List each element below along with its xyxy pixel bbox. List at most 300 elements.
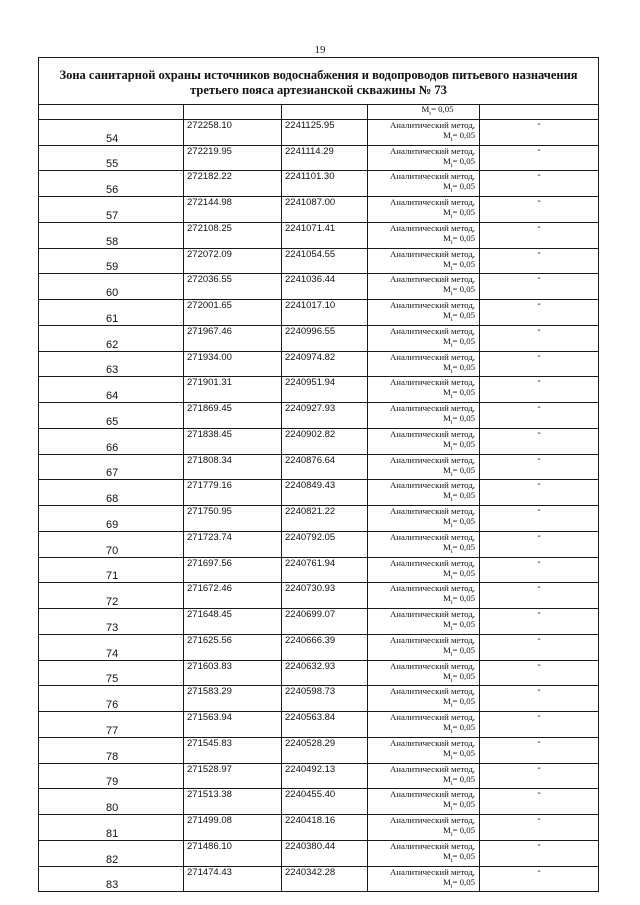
point-number: 65 (39, 403, 184, 429)
point-number: 81 (39, 815, 184, 841)
coord-x: 271723.74 (184, 531, 282, 557)
coord-y: 2240927.93 (282, 403, 368, 429)
dash-cell: - (480, 609, 599, 635)
dash-cell: - (480, 377, 599, 403)
method-value: = 0,05 (452, 387, 475, 398)
method-sub: t (450, 522, 453, 529)
method-sub: t (450, 728, 453, 735)
coordinates-table (38, 57, 599, 892)
method-m: М (442, 335, 451, 346)
table-title-line1: Зона санитарной охраны источников водоснабжения и водопроводов питьевого назначения (59, 68, 578, 82)
method-value: = 0,05 (452, 670, 475, 681)
coord-y: 2240761.94 (282, 557, 368, 583)
method-m: М (442, 619, 451, 629)
method-sub: t (450, 419, 453, 426)
table-row (39, 222, 599, 248)
table-row (39, 737, 599, 763)
coord-y: 2240632.93 (282, 660, 368, 686)
method-m: М (442, 567, 451, 578)
method-value: = 0,05 (452, 438, 475, 449)
method-m: М (442, 644, 451, 655)
coord-y: 2240974.82 (282, 351, 368, 377)
table-row (39, 325, 599, 351)
point-number: 72 (39, 583, 184, 609)
coord-y: 2241087.00 (282, 197, 368, 223)
dash-cell: - (480, 583, 599, 609)
coord-x: 271869.45 (184, 403, 282, 429)
method-value-line (368, 593, 475, 608)
point-number: 60 (39, 274, 184, 300)
method-value: = 0,05 (452, 696, 475, 707)
method-label: Аналитический метод, (389, 866, 475, 877)
point-number: 59 (39, 248, 184, 274)
method-cell (368, 222, 480, 248)
method-sub: t (450, 754, 453, 761)
method-cell (368, 171, 480, 197)
coord-x: 271648.45 (184, 609, 282, 635)
coord-x: 271901.31 (184, 377, 282, 403)
method-value-line (368, 851, 475, 866)
table-row (39, 248, 599, 274)
method-m: М (442, 825, 451, 835)
table-title-line2: третьего пояса артезианской скважины № 73 (190, 83, 447, 97)
coord-x: 271545.83 (184, 737, 282, 763)
point-number: 71 (39, 557, 184, 583)
method-sub: t (450, 625, 453, 632)
method-m: М (442, 876, 451, 887)
method-label: Аналитический метод, (389, 763, 475, 774)
method-value: = 0,05 (452, 155, 475, 166)
method-m: М (442, 310, 451, 320)
table-row (39, 300, 599, 326)
coord-y: 2240598.73 (282, 686, 368, 712)
coord-x: 271838.45 (184, 428, 282, 454)
method-label: Аналитический метод, (389, 480, 475, 491)
dash-cell: - (480, 428, 599, 454)
table-row (39, 609, 599, 635)
coord-y: 2241114.29 (282, 145, 368, 171)
method-label: Аналитический метод, (389, 506, 475, 516)
method-label: Аналитический метод, (389, 609, 475, 619)
table-row (39, 531, 599, 557)
point-number: 75 (39, 660, 184, 686)
continuation-m: М (421, 104, 430, 114)
method-sub: t (450, 239, 453, 246)
method-cell (368, 737, 480, 763)
dash-cell: - (480, 686, 599, 712)
method-m: М (442, 593, 451, 604)
dash-cell: - (480, 222, 599, 248)
method-m: М (442, 516, 451, 526)
method-cell (368, 325, 480, 351)
dash-cell: - (480, 351, 599, 377)
dash-cell: - (480, 737, 599, 763)
table-row (39, 197, 599, 223)
coord-y: 2241054.55 (282, 248, 368, 274)
coord-x: 271967.46 (184, 325, 282, 351)
method-label: Аналитический метод, (389, 325, 475, 336)
table-row (39, 119, 599, 145)
point-number: 61 (39, 300, 184, 326)
method-cell (368, 197, 480, 223)
method-cell (368, 377, 480, 403)
method-value: = 0,05 (452, 232, 475, 243)
method-sub: t (450, 265, 453, 272)
coord-y: 2241017.10 (282, 300, 368, 326)
dash-cell: - (480, 712, 599, 738)
method-cell (368, 815, 480, 841)
method-cell (368, 145, 480, 171)
coord-y: 2240792.05 (282, 531, 368, 557)
method-value-line (368, 671, 475, 686)
table-row (39, 351, 599, 377)
coord-x: 272258.10 (184, 119, 282, 145)
coord-y: 2240418.16 (282, 815, 368, 841)
method-cell (368, 660, 480, 686)
dash-cell: - (480, 531, 599, 557)
method-cell (368, 686, 480, 712)
method-value-line (368, 130, 475, 145)
method-m: М (442, 387, 451, 398)
method-value: = 0,05 (452, 207, 475, 217)
method-m: М (442, 850, 451, 861)
method-value: = 0,05 (452, 747, 475, 758)
table-row (39, 454, 599, 480)
coord-x: 272219.95 (184, 145, 282, 171)
point-number: 80 (39, 789, 184, 815)
method-sub: t (450, 188, 453, 194)
method-cell (368, 119, 480, 145)
dash-cell: - (480, 325, 599, 351)
coord-y: 2240455.40 (282, 789, 368, 815)
method-m: М (442, 361, 451, 372)
method-value-line (368, 645, 475, 660)
method-value-line (368, 284, 475, 299)
method-m: М (442, 541, 451, 552)
method-cell (368, 634, 480, 660)
method-value: = 0,05 (452, 310, 475, 320)
method-cell (368, 428, 480, 454)
method-value: = 0,05 (452, 361, 475, 372)
method-sub: t (450, 213, 453, 220)
method-value: = 0,05 (452, 413, 475, 423)
dash-cell: - (480, 403, 599, 429)
method-label: Аналитический метод, (389, 634, 475, 645)
dash-cell: - (480, 763, 599, 789)
point-number: 64 (39, 377, 184, 403)
coord-y: 2241036.44 (282, 274, 368, 300)
method-value: = 0,05 (452, 181, 475, 192)
coord-y: 2240380.44 (282, 840, 368, 866)
method-cell (368, 609, 480, 635)
method-label: Аналитический метод, (389, 171, 475, 182)
table-row (39, 789, 599, 815)
method-value-line (368, 722, 475, 737)
method-cell (368, 274, 480, 300)
point-number: 83 (39, 866, 184, 892)
coord-y: 2240342.28 (282, 866, 368, 892)
method-value-line (368, 259, 475, 274)
method-value: = 0,05 (452, 773, 475, 784)
table-row (39, 660, 599, 686)
coord-y: 2240996.55 (282, 325, 368, 351)
continuation-value: = 0,05 (430, 104, 454, 114)
dash-cell: - (480, 866, 599, 892)
method-sub: t (450, 600, 453, 606)
dash-cell: - (480, 454, 599, 480)
method-value: = 0,05 (452, 593, 475, 604)
method-sub: t (450, 445, 453, 452)
coord-x: 271513.38 (184, 789, 282, 815)
method-m: М (442, 438, 451, 449)
coord-y: 2241125.95 (282, 119, 368, 145)
point-number: 73 (39, 609, 184, 635)
table-row (39, 557, 599, 583)
point-number: 77 (39, 712, 184, 738)
coord-x: 272072.09 (184, 248, 282, 274)
coord-x: 271934.00 (184, 351, 282, 377)
method-value: = 0,05 (452, 129, 475, 140)
method-m: М (442, 696, 451, 707)
coord-y: 2240849.43 (282, 480, 368, 506)
coord-y: 2240902.82 (282, 428, 368, 454)
table-row (39, 274, 599, 300)
method-label: Аналитический метод, (389, 300, 475, 310)
coord-y: 2240821.22 (282, 506, 368, 532)
dash-cell: - (480, 506, 599, 532)
method-value: = 0,05 (452, 850, 475, 861)
method-value-line (368, 181, 475, 196)
method-sub: t (450, 471, 453, 478)
table-row (39, 866, 599, 892)
method-value: = 0,05 (452, 464, 475, 475)
method-value: = 0,05 (452, 799, 475, 810)
dash-cell: - (480, 300, 599, 326)
method-sub: t (450, 883, 453, 890)
coord-y: 2240528.29 (282, 737, 368, 763)
method-label: Аналитический метод, (389, 531, 475, 542)
method-label: Аналитический метод, (389, 737, 475, 748)
dash-cell: - (480, 660, 599, 686)
point-number: 58 (39, 222, 184, 248)
method-value-line (368, 825, 475, 840)
coord-x: 271474.43 (184, 866, 282, 892)
method-cell (368, 248, 480, 274)
coord-y: 2240563.84 (282, 712, 368, 738)
coord-x: 272108.25 (184, 222, 282, 248)
method-value: = 0,05 (452, 516, 475, 526)
method-m: М (442, 129, 451, 140)
table-row (39, 583, 599, 609)
coord-y: 2240876.64 (282, 454, 368, 480)
table-row (39, 145, 599, 171)
table-row (39, 634, 599, 660)
dash-cell: - (480, 557, 599, 583)
method-value-line (368, 490, 475, 505)
method-label: Аналитический метод, (389, 815, 475, 825)
dash-cell: - (480, 634, 599, 660)
method-label: Аналитический метод, (389, 686, 475, 697)
coord-y: 2240666.39 (282, 634, 368, 660)
method-value-line (368, 439, 475, 454)
method-cell (368, 557, 480, 583)
method-m: М (442, 181, 451, 192)
title-row (39, 58, 599, 105)
table-title (39, 58, 599, 105)
method-m: М (442, 670, 451, 681)
method-cell (368, 351, 480, 377)
method-m: М (442, 464, 451, 475)
method-m: М (442, 258, 451, 269)
method-m: М (442, 207, 451, 217)
method-sub: t (450, 291, 453, 297)
continuation-sub: t (429, 110, 431, 117)
method-label: Аналитический метод, (389, 145, 475, 156)
table-body (39, 58, 599, 892)
method-cell (368, 712, 480, 738)
table-row (39, 403, 599, 429)
method-value-line (368, 207, 475, 222)
method-label: Аналитический метод, (389, 119, 475, 130)
method-value-line (368, 233, 475, 248)
coord-y: 2240699.07 (282, 609, 368, 635)
dash-cell: - (480, 789, 599, 815)
dash-cell: - (480, 480, 599, 506)
method-value: = 0,05 (452, 490, 475, 501)
point-number: 76 (39, 686, 184, 712)
method-cell (368, 866, 480, 892)
method-sub: t (450, 394, 453, 400)
coord-x: 271697.56 (184, 557, 282, 583)
method-label: Аналитический метод, (389, 712, 475, 722)
coord-x: 271625.56 (184, 634, 282, 660)
table-row (39, 815, 599, 841)
continuation-method-cell (368, 105, 480, 120)
coord-x: 271808.34 (184, 454, 282, 480)
method-value: = 0,05 (452, 619, 475, 629)
coord-x: 272001.65 (184, 300, 282, 326)
point-number: 67 (39, 454, 184, 480)
method-m: М (442, 413, 451, 423)
method-label: Аналитический метод, (389, 197, 475, 207)
table-row (39, 506, 599, 532)
dash-cell: - (480, 274, 599, 300)
coord-x: 271499.08 (184, 815, 282, 841)
table-row (39, 840, 599, 866)
coord-x: 271779.16 (184, 480, 282, 506)
method-value: = 0,05 (452, 335, 475, 346)
method-m: М (442, 799, 451, 810)
method-cell (368, 506, 480, 532)
method-sub: t (450, 548, 453, 555)
coord-x: 271750.95 (184, 506, 282, 532)
point-number: 66 (39, 428, 184, 454)
method-value: = 0,05 (452, 644, 475, 655)
method-value-line (368, 387, 475, 402)
coord-x: 271563.94 (184, 712, 282, 738)
method-label: Аналитический метод, (389, 403, 475, 413)
method-sub: t (450, 651, 453, 658)
point-number: 62 (39, 325, 184, 351)
dash-cell: - (480, 815, 599, 841)
coord-y: 2241071.41 (282, 222, 368, 248)
method-sub: t (450, 857, 453, 864)
dash-cell: - (480, 840, 599, 866)
point-number: 57 (39, 197, 184, 223)
method-sub: t (450, 677, 453, 684)
method-cell (368, 531, 480, 557)
point-number: 68 (39, 480, 184, 506)
method-label: Аналитический метод, (389, 789, 475, 800)
method-value-line (368, 696, 475, 711)
point-number: 79 (39, 763, 184, 789)
coord-y: 2241101.30 (282, 171, 368, 197)
method-value: = 0,05 (452, 541, 475, 552)
continuation-row (39, 105, 599, 120)
dash-cell: - (480, 119, 599, 145)
method-value: = 0,05 (452, 722, 475, 732)
method-label: Аналитический метод, (389, 377, 475, 388)
point-number: 78 (39, 737, 184, 763)
method-value-line (368, 336, 475, 351)
method-value-line (368, 799, 475, 814)
coord-y: 2240730.93 (282, 583, 368, 609)
method-label: Аналитический метод, (389, 222, 475, 233)
method-label: Аналитический метод, (389, 660, 475, 671)
coord-x: 271486.10 (184, 840, 282, 866)
method-label: Аналитический метод, (389, 557, 475, 568)
method-value: = 0,05 (452, 567, 475, 578)
coord-x: 271672.46 (184, 583, 282, 609)
method-value-line (368, 748, 475, 763)
method-value-line (368, 310, 475, 325)
point-number: 56 (39, 171, 184, 197)
method-cell (368, 583, 480, 609)
method-sub: t (450, 316, 453, 323)
method-value-line (368, 413, 475, 428)
method-m: М (442, 722, 451, 732)
method-cell (368, 300, 480, 326)
table-row (39, 171, 599, 197)
method-value-line (368, 774, 475, 789)
method-sub: t (450, 342, 453, 349)
method-m: М (442, 747, 451, 758)
method-label: Аналитический метод, (389, 248, 475, 259)
method-value: = 0,05 (452, 825, 475, 835)
dash-cell: - (480, 145, 599, 171)
method-sub: t (450, 162, 453, 169)
coord-x: 271603.83 (184, 660, 282, 686)
method-cell (368, 763, 480, 789)
table-row (39, 480, 599, 506)
coord-x: 272182.22 (184, 171, 282, 197)
method-sub: t (450, 703, 453, 709)
dash-cell: - (480, 197, 599, 223)
method-sub: t (450, 136, 453, 143)
point-number: 69 (39, 506, 184, 532)
point-number: 63 (39, 351, 184, 377)
method-m: М (442, 490, 451, 501)
method-value-line (368, 516, 475, 531)
method-label: Аналитический метод, (389, 274, 475, 285)
method-cell (368, 840, 480, 866)
method-value-line (368, 542, 475, 557)
point-number: 70 (39, 531, 184, 557)
method-label: Аналитический метод, (389, 351, 475, 362)
method-m: М (442, 232, 451, 243)
method-value: = 0,05 (452, 258, 475, 269)
method-value-line (368, 156, 475, 171)
